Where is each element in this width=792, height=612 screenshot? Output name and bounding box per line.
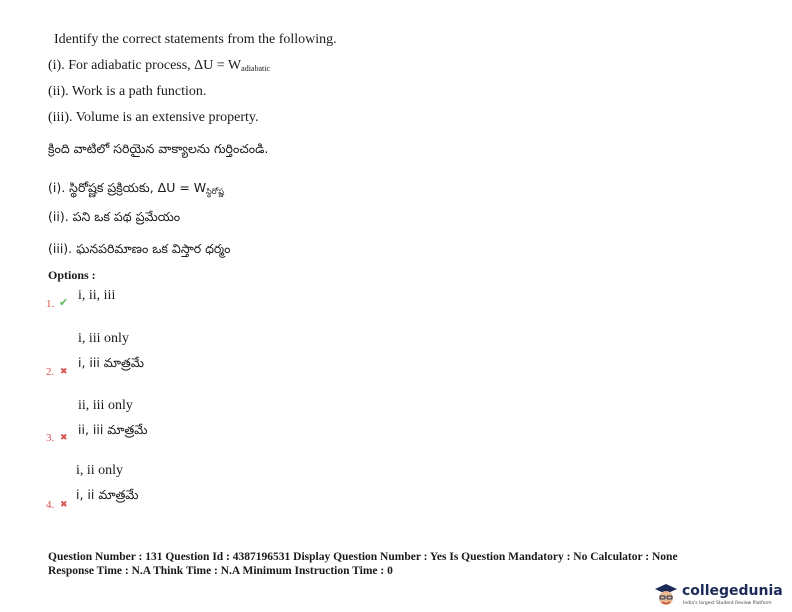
option-3-text-te[interactable]: ii, iii మాత్రమే (78, 422, 148, 437)
option-3-number: 3. (46, 432, 55, 444)
option-4-text-en[interactable]: i, ii only (76, 463, 124, 478)
options-label: Options : (48, 268, 96, 282)
question-meta-line-1: Question Number : 131 Question Id : 4387196531 Display Question Number : Yes Is Question Mandatory : No Calculator : None (48, 551, 678, 563)
question-prompt-en: Identify the correct statements from the following. (54, 32, 337, 47)
cross-icon: ✖ (60, 432, 68, 442)
brand-tagline: India's largest Student Review Platform (683, 601, 772, 606)
statement-2-en: (ii). Work is a path function. (48, 84, 207, 99)
statement-1-te-subscript: స్థిరోష్ణ (206, 187, 224, 196)
brand-name: collegedunia (682, 583, 783, 599)
option-2-text-te[interactable]: i, iii మాత్రమే (78, 355, 144, 370)
question-meta-line-2: Response Time : N.A Think Time : N.A Minimum Instruction Time : 0 (48, 565, 393, 577)
graduate-icon (652, 580, 680, 608)
cross-icon: ✖ (60, 499, 68, 509)
statement-1-en-subscript: adiabatic (241, 64, 271, 73)
check-icon: ✔ (59, 297, 69, 309)
statement-2-te: (ii). పని ఒక పథ ప్రమేయం (48, 209, 181, 224)
statement-3-en: (iii). Volume is an extensive property. (48, 110, 259, 125)
option-4-number: 4. (46, 499, 55, 511)
statement-1-en-text: (i). For adiabatic process, ΔU = W (48, 58, 242, 73)
statement-3-te: (iii). ఘనపరిమాణం ఒక విస్తార ధర్మం (48, 241, 231, 256)
option-3-text-en[interactable]: ii, iii only (78, 398, 133, 413)
statement-1-te-text: (i). స్థిరోష్ణక ప్రక్రియకు, ΔU = W (48, 180, 207, 195)
brand-logo (652, 580, 784, 608)
statement-1-en (48, 58, 270, 74)
statement-1-te (48, 180, 224, 199)
option-4-text-te[interactable]: i, ii మాత్రమే (76, 487, 139, 502)
option-1-number: 1. (46, 298, 55, 310)
option-1-text-en[interactable]: i, ii, iii (78, 288, 116, 303)
question-prompt-te: క్రింది వాటిలో సరియైన వాక్యాలను గుర్తించండి. (48, 141, 269, 156)
option-2-text-en[interactable]: i, iii only (78, 331, 129, 346)
cross-icon: ✖ (60, 366, 68, 376)
option-2-number: 2. (46, 366, 55, 378)
